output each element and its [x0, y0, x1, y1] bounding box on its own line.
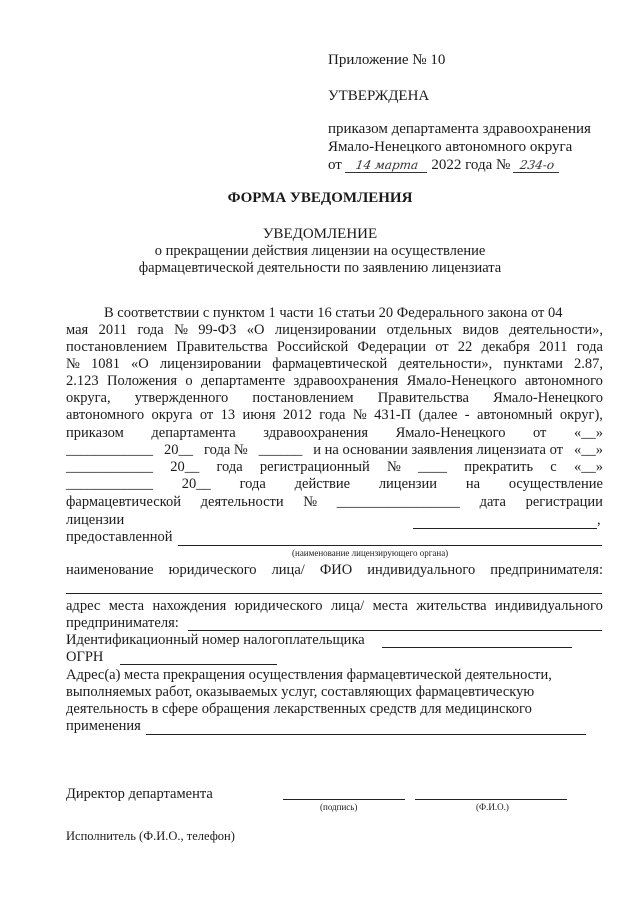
word: ____ [418, 459, 447, 475]
word: «__» [573, 442, 603, 458]
handwritten-date: 14 марта [345, 158, 429, 173]
word: (далее [418, 407, 458, 423]
word: Российской [276, 339, 349, 355]
word: деятельности», [509, 322, 603, 338]
granted-by-label: предоставленной [66, 529, 173, 545]
word: ____________ [66, 476, 153, 492]
word: 99-ФЗ [198, 322, 237, 338]
word: от [533, 425, 547, 441]
word: лицензии [378, 476, 438, 492]
word: лица/ [271, 562, 305, 578]
address-line[interactable] [188, 630, 602, 631]
word: о [185, 373, 193, 389]
address-label-line-1 [66, 598, 603, 615]
word: года [137, 322, 164, 338]
word: Федерации [357, 339, 426, 355]
word: ____________ [66, 442, 153, 458]
word: адрес [66, 598, 101, 614]
word: № [386, 459, 401, 475]
word: ______ [258, 442, 303, 458]
word: № [303, 494, 318, 510]
word: 20__ [164, 442, 194, 458]
word: - [464, 407, 470, 423]
word: Ямало-Ненецкого [395, 425, 506, 441]
word: _________________ [336, 494, 460, 510]
form-title: ФОРМА УВЕДОМЛЕНИЯ [227, 190, 413, 206]
paragraph-line-12 [66, 494, 603, 511]
word: декабря [481, 339, 530, 355]
word: автономного [66, 407, 145, 423]
director-label: Директор департамента [66, 786, 213, 802]
word: 20__ [170, 459, 200, 475]
word: 2011 [98, 322, 128, 338]
word: июня [242, 407, 276, 423]
word: фармацевтической [272, 356, 388, 372]
word: № [352, 407, 367, 423]
word: «О [131, 356, 149, 372]
word: действие [294, 476, 351, 492]
word: Ямало-Ненецкого [406, 373, 517, 389]
word: юридического [234, 598, 323, 614]
word: от [199, 407, 214, 423]
word: места [372, 598, 408, 614]
word: на [465, 476, 481, 492]
order-line-1: приказом департамента здравоохранения [328, 121, 591, 137]
paragraph-line-5 [66, 373, 603, 390]
word: «__» [573, 459, 603, 475]
word: мая [66, 322, 89, 338]
word: жительства [416, 598, 487, 614]
word: отдельных [386, 322, 453, 338]
license-field-line[interactable] [413, 528, 597, 529]
word: 2.87, [573, 356, 603, 372]
word: 22 [457, 339, 473, 355]
licensing-body-line[interactable] [178, 545, 602, 546]
notice-subtitle-2: фармацевтической деятельности по заявлению лицензиата [138, 260, 502, 276]
word: года [216, 459, 243, 475]
executor-label: Исполнитель (Ф.И.О., телефон) [66, 829, 235, 843]
word: деятельности», [398, 356, 493, 372]
word: Правительства [377, 390, 469, 406]
word: округ), [559, 407, 603, 423]
word: Правительства [176, 339, 268, 355]
word: деятельности [200, 494, 284, 510]
legal-name-label [66, 562, 603, 579]
word: 431-П [374, 407, 412, 423]
inn-label: Идентификационный номер налогоплательщика [66, 632, 365, 648]
word: с [550, 459, 557, 475]
word: юридического [168, 562, 257, 578]
signature-caption: (подпись) [320, 802, 358, 812]
word: «О [246, 322, 265, 338]
word: дата [479, 494, 506, 510]
word: наименование [66, 562, 154, 578]
word: лицензировании [274, 322, 377, 338]
activity-line-3: деятельность в сфере обращения лекарственных средств для медицинского [66, 701, 532, 717]
paragraph-line-4 [66, 356, 603, 373]
word: здравоохранения [263, 425, 369, 441]
paragraph-line-9 [66, 442, 603, 459]
inn-line[interactable] [382, 647, 572, 648]
word: 2.123 [66, 373, 99, 389]
paragraph-line-3 [66, 339, 603, 356]
word: округа [151, 407, 193, 423]
word: года № [204, 442, 248, 458]
signature-line[interactable] [283, 799, 405, 800]
word: автономный [477, 407, 553, 423]
paragraph-line-11 [66, 476, 603, 493]
word: 2011 [539, 339, 568, 355]
ogrn-label: ОГРН [66, 649, 104, 665]
word: лица/ [330, 598, 365, 614]
activity-line-1: Адрес(а) места прекращения осуществления фармацевтической деятельности, [66, 667, 552, 683]
paragraph-line-8 [66, 425, 603, 442]
activity-line-2: выполняемых работ, оказываемых услуг, составляющих фармацевтическую [66, 684, 535, 700]
word: 1081 [90, 356, 120, 372]
word: 20__ [181, 476, 211, 492]
word: прекратить [464, 459, 534, 475]
word: утвержденного [134, 390, 229, 406]
word: регистрационный [259, 459, 370, 475]
paragraph-line-2 [66, 322, 603, 339]
word: Ямало-Ненецкого [493, 390, 603, 406]
word: № [66, 356, 80, 372]
activity-address-line[interactable] [146, 734, 586, 735]
word: 13 [220, 407, 236, 423]
paragraph-line-6 [66, 390, 603, 407]
word: Положения [106, 373, 178, 389]
notice-title: УВЕДОМЛЕНИЕ [262, 226, 378, 242]
paragraph-line-7 [66, 407, 603, 424]
name-caption: (Ф.И.О.) [476, 802, 509, 812]
address-label-line-2: предпринимателя: [66, 615, 179, 631]
word: лицензировании [159, 356, 262, 372]
word: нахождения [152, 598, 227, 614]
director-name-line[interactable] [415, 799, 567, 800]
word: автономного [524, 373, 603, 389]
word: департаменте [201, 373, 286, 389]
word: от [435, 339, 449, 355]
appendix-number: Приложение № 10 [328, 52, 446, 68]
word: постановлением [252, 390, 354, 406]
word: индивидуального [367, 562, 476, 578]
word: округа, [66, 390, 111, 406]
word: года [319, 407, 346, 423]
word: видов [462, 322, 499, 338]
word: места [108, 598, 145, 614]
license-comma: , [597, 512, 601, 528]
word: департамента [151, 425, 236, 441]
word: предпринимателя: [490, 562, 603, 578]
order-line-2: Ямало-Ненецкого автономного округа [328, 139, 573, 155]
licensing-body-caption: (наименование лицензирующего органа) [292, 548, 449, 558]
word: регистрации [525, 494, 603, 510]
order-date-line [328, 157, 560, 174]
paragraph-line-10 [66, 459, 603, 476]
paragraph-line-1: В соответствии с пунктом 1 части 16 статьи 20 Федерального закона от 04 [104, 305, 563, 321]
word: 2012 [282, 407, 312, 423]
word: постановлением [66, 339, 168, 355]
word: ФИО [319, 562, 353, 578]
word: года [576, 339, 603, 355]
date-middle: 2022 года № [431, 157, 511, 173]
word: года [239, 476, 266, 492]
word: приказом [66, 425, 124, 441]
word: фармацевтической [66, 494, 181, 510]
ogrn-line[interactable] [120, 664, 277, 665]
license-label: лицензии [66, 512, 125, 528]
word: пунктами [503, 356, 563, 372]
handwritten-number: 234-о [513, 158, 561, 173]
notice-subtitle-1: о прекращении действия лицензии на осуществление [154, 243, 486, 259]
word: осуществление [508, 476, 603, 492]
word: «__» [573, 425, 603, 441]
activity-line-4: применения [66, 718, 141, 734]
word: ____________ [66, 459, 153, 475]
word: индивидуального [494, 598, 603, 614]
word: и на основании заявления лицензиата от [313, 442, 563, 458]
legal-name-line[interactable] [66, 593, 602, 594]
approved-stamp: УТВЕРЖДЕНА [328, 88, 430, 104]
word: № [174, 322, 188, 338]
word: здравоохранения [293, 373, 399, 389]
date-prefix: от [328, 157, 342, 173]
